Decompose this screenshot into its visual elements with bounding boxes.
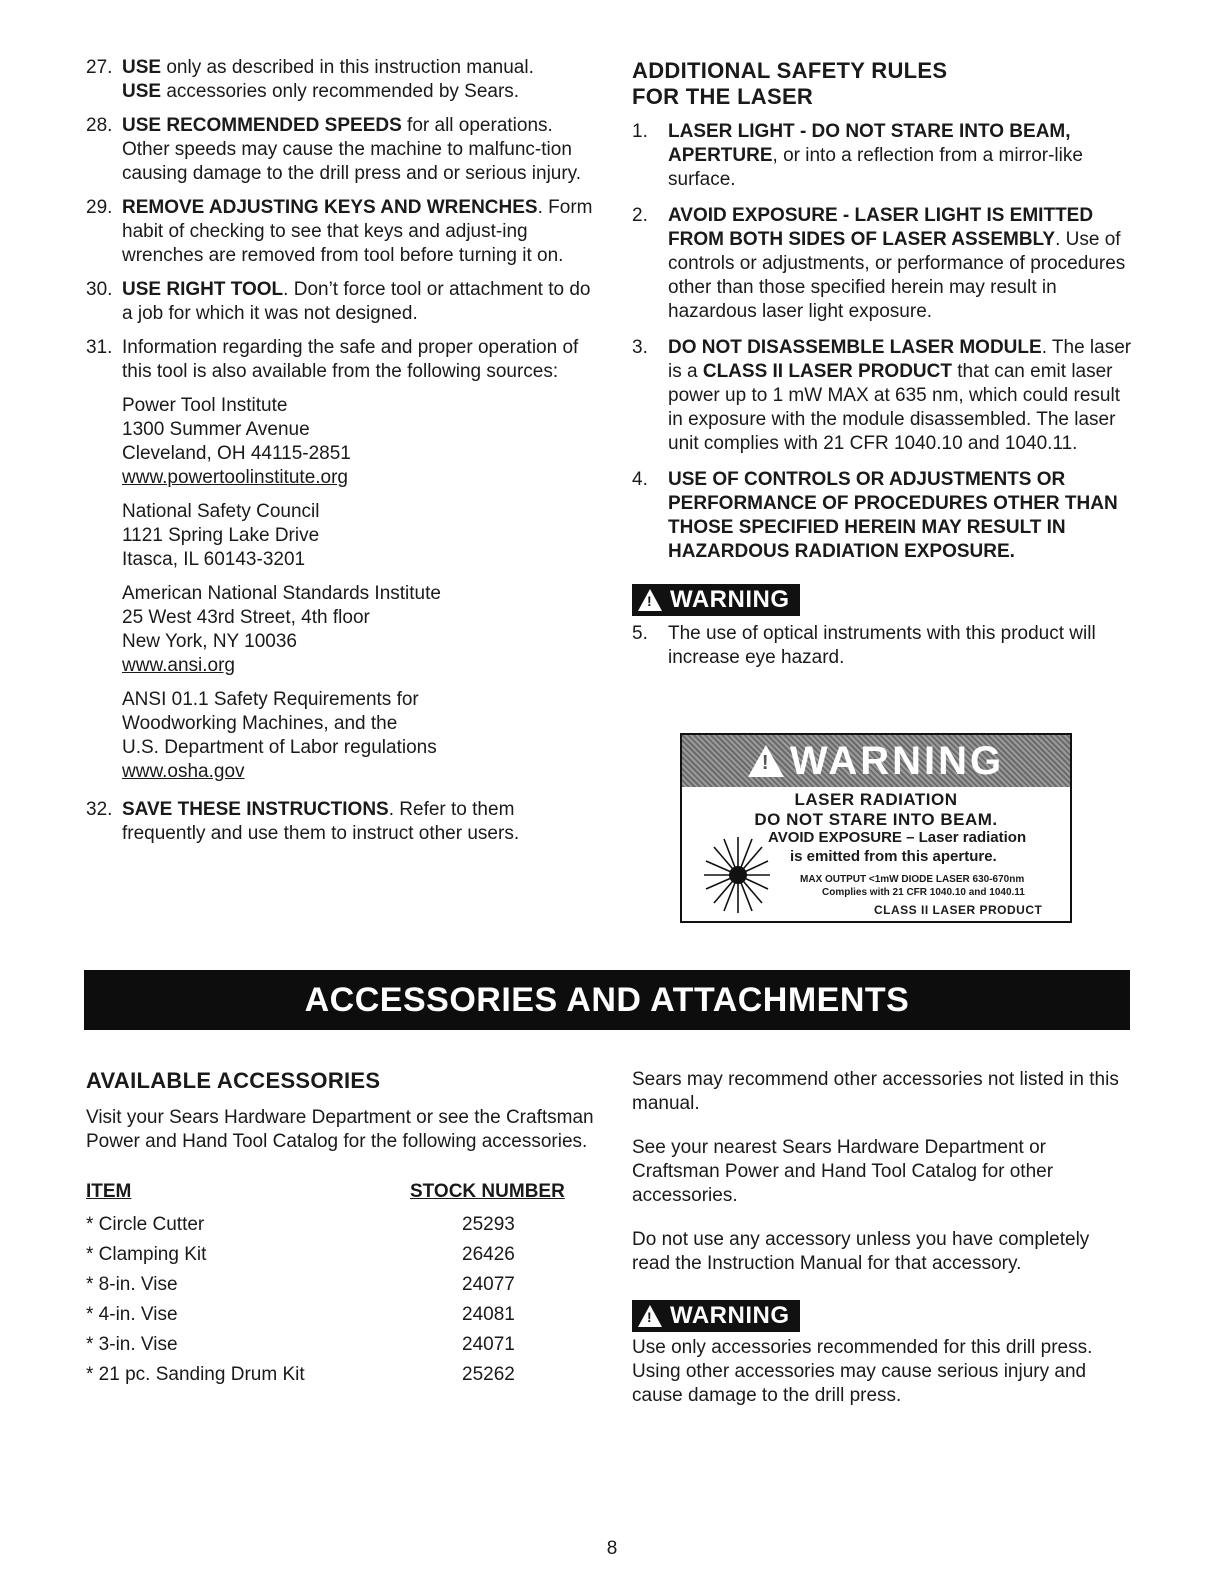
accessories-heading: AVAILABLE ACCESSORIES [86, 1068, 381, 1093]
label-header: ! WARNING [682, 735, 1070, 787]
safety-rules-continued [86, 56, 596, 856]
laser-warning-label: ! WARNING LASER RADIATION DO NOT STARE INTO BEAM. AVOID EXPOSURE – Laser radiation is emitted from this aperture. MAX OUTPUT <1mW DIODE LASER 630-670nm Complies with 21 CFR 1040.10 and 1040.11 CLASS II LASER PRODUCT [680, 733, 1072, 923]
warning-badge: ! WARNING [632, 1300, 800, 1332]
table-row: * Circle Cutter 25293 [86, 1214, 515, 1235]
laser-rule-5: 5. The use of optical instruments with this product will increase eye hazard. [632, 623, 1096, 668]
source-pti: Power Tool Institute 1300 Summer Avenue Cleveland, OH 44115-2851 www.powertoolinstitute.org [122, 394, 596, 490]
laser-rule-3: 3. DO NOT DISASSEMBLE LASER MODULE. The laser is a CLASS II LASER PRODUCT that can emit laser power up to 1 mW MAX at 635 nm, which could result in exposure with the module disassembled. The laser unit complies with 21 CFR 1040.10 and 1040.11. [632, 337, 1132, 454]
note-2: See your nearest Sears Hardware Department or Craftsman Power and Hand Tool Catalog for other accessories. [632, 1137, 1054, 1206]
laser-starburst-icon [702, 835, 772, 915]
table-row: * Clamping Kit 26426 [86, 1244, 515, 1265]
available-accessories [86, 1068, 596, 1390]
accessories-notes [632, 1068, 1132, 1408]
source-osha: ANSI 01.1 Safety Requirements for Woodworking Machines, and the U.S. Department of Labor regulations www.osha.gov [122, 688, 596, 784]
pti-link[interactable]: www.powertoolinstitute.org [122, 467, 348, 488]
warning-badge: ! WARNING [632, 584, 800, 616]
rule-30: 30. USE RIGHT TOOL. Don’t force tool or attachment to do a job for which it was not designed. [86, 279, 591, 324]
laser-heading: ADDITIONAL SAFETY RULES FOR THE LASER [632, 58, 948, 109]
rule-32: 32. SAVE THESE INSTRUCTIONS. Refer to them frequently and use them to instruct other users. [86, 799, 520, 844]
section-banner: ACCESSORIES AND ATTACHMENTS [84, 970, 1130, 1030]
accessories-table [86, 1180, 572, 1390]
osha-link[interactable]: www.osha.gov [122, 761, 245, 782]
table-header: ITEM STOCK NUMBER [86, 1181, 565, 1202]
warning-triangle-icon: ! [638, 1305, 662, 1327]
warning-triangle-icon: ! [638, 589, 662, 611]
laser-rule-2: 2. AVOID EXPOSURE - LASER LIGHT IS EMITTED FROM BOTH SIDES OF LASER ASSEMBLY. Use of controls or adjustments, or performance of procedures other than those specified herein may result in hazardous laser light exposure. [632, 205, 1126, 322]
accessories-intro: Visit your Sears Hardware Department or see the Craftsman Power and Hand Tool Catalog for the following accessories. [86, 1107, 594, 1152]
warning-triangle-icon: ! [748, 745, 784, 777]
laser-rule-1: 1. LASER LIGHT - DO NOT STARE INTO BEAM, APERTURE, or into a reflection from a mirror-like surface. [632, 121, 1083, 190]
rule-27: 27. USE only as described in this instruction manual. USE accessories only recommended by Sears. [86, 57, 534, 102]
source-nsc: National Safety Council 1121 Spring Lake Drive Itasca, IL 60143-3201 [122, 501, 320, 570]
table-row: * 21 pc. Sanding Drum Kit 25262 [86, 1364, 515, 1385]
rule-28: 28. USE RECOMMENDED SPEEDS for all operations. Other speeds may cause the machine to malfunc-tion causing damage to the drill press and or serious injury. [86, 115, 582, 184]
laser-safety-rules [632, 58, 1132, 682]
rule-29: 29. REMOVE ADJUSTING KEYS AND WRENCHES. Form habit of checking to see that keys and adjust-ing wrenches are removed from tool before turning it on. [86, 197, 593, 266]
laser-rule-4: 4. USE OF CONTROLS OR ADJUSTMENTS OR PERFORMANCE OF PROCEDURES OTHER THAN THOSE SPECIFIED HEREIN MAY RESULT IN HAZARDOUS RADIATION EXPOSURE. [632, 469, 1118, 562]
note-1: Sears may recommend other accessories not listed in this manual. [632, 1069, 1119, 1114]
rule-31: 31. Information regarding the safe and proper operation of this tool is also available from the following sources: Power Tool Institute 1300 Summer Avenue Cleveland, OH 44115-2851 www.powertoolinstitute.org National Safety Council 1121 Spring Lake Drive Itasca, IL 60143-3201 American National Standards Institute 25 West 43rd Street, 4th floor New York, NY 10036 www.ansi.org ANSI 01.1 Safety Requirements for Woodworking Machines, and the U.S. Department of Labor regulations www.osha.gov [86, 336, 596, 784]
note-3: Do not use any accessory unless you have completely read the Instruction Manual for that accessory. [632, 1229, 1090, 1274]
source-ansi: American National Standards Institute 25 West 43rd Street, 4th floor New York, NY 10036 www.ansi.org [122, 582, 596, 678]
table-row: * 8-in. Vise 24077 [86, 1274, 515, 1295]
table-row: * 3-in. Vise 24071 [86, 1334, 515, 1355]
ansi-link[interactable]: www.ansi.org [122, 655, 235, 676]
table-row: * 4-in. Vise 24081 [86, 1304, 515, 1325]
page-number: 8 [606, 1538, 618, 1559]
note-4: Use only accessories recommended for this drill press. Using other accessories may cause serious injury and cause damage to the drill press. [632, 1337, 1093, 1406]
